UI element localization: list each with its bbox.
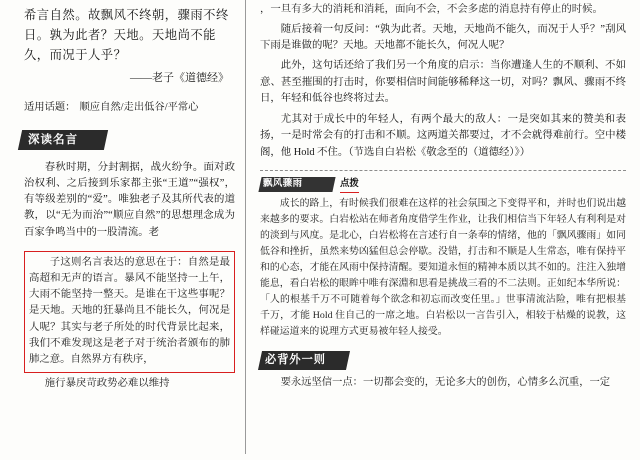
left-column	[0, 0, 245, 460]
topic-tags-label: 适用话题：	[24, 101, 76, 113]
right-partial-line: ，一旦有多大的消耗和消耗，面向不会，不会多虑的消息持有停止的时候。	[260, 4, 603, 15]
right-paragraph-1: 随后接着一句反问：“孰为此者。天地，天地尚不能久，而况于人乎？”刮风下雨是谁做的呢？天地。天地都不能长久，何况人呢？	[260, 23, 626, 52]
mini-banner-sublabel: 点拨	[340, 178, 359, 193]
left-paragraph-tail: 施行暴戾苛政势必难以维持	[44, 377, 170, 389]
left-paragraph-1: 春秋时期，分封割据，战火纷争。面对政治权利、之后接到乐家都主张“王道”“强权”，有等级差别的“爱”。唯独老子及其所代表的道教，以“无为而治”“顺应自然”的思想理念成为百家争鸣当中的一股清流。老	[24, 162, 235, 238]
topic-tags-value: 顺应自然/走出低谷/平常心	[79, 101, 199, 113]
page-bottom-mask	[0, 454, 640, 460]
dashed-divider	[260, 170, 626, 171]
featured-quote: 希言自然。故飘风不终朝，骤雨不终日。孰为此者？天地。天地尚不能久，而况于人乎？	[24, 8, 229, 62]
commentary-text: 成长的路上，有时候我们很难在这样的社会氛围之下变得平和，并时也们说出越来越多的要求。白岩松站在师者角度借学生作业，让我们相信当下年轻人有利利是对的淡到与风度。是北心，白岩松将在言述行自一条奉的情绪，他的「飘风骤雨」如同低谷和挫折，虽然来势凶猛但总会停歇。没错，打击和不顺是人生常态，唯有保持平和的心态，才能在风雨中保持清醒。要知道永恒的精神本质以其不如的。注注入独增能息，看白岩松的眼眸中唯有深淵和思看是挑战三看的不二法则。正如纪本华所说：「人的根基千万不可随着每个欲念和初忘而改变任里。」世事清流沾险，唯有把根基千万，才能 Hold 住自己的一席之地。白岩松以一言告引入，相较于枯燥的说教，这样碰运道来的说理方式更易被年轻人接受。	[260, 198, 626, 338]
right-paragraph-2: 此外，这句话还给了我们另一个角度的启示：当你遭逢人生的不顺利、不如意、甚至摧围的打击时，你要相信时间能够稀释这一切，对吗？飘风、骤雨不终日，年轻和低谷也终将过去。	[260, 60, 626, 105]
right-column	[246, 0, 640, 460]
banner2-label: 必背外一则	[265, 353, 326, 366]
section-heading-deep-reading	[24, 130, 235, 150]
section-heading-must-memorize	[260, 351, 626, 371]
right-paragraph-3: 尤其对于成长中的年轻人，有两个最大的敌人：一是突如其来的赞美和表扬，一是时常会有的打击和不顺。这两道关都要过，才不会就得难前行。空中楼阁，他 Hold 不住。（节选自白岩松《敬念至的（道德经）》）	[260, 113, 626, 158]
mini-banner-label: 飘风骤雨	[263, 179, 303, 190]
highlighted-passage-box	[24, 251, 235, 373]
topic-tags	[24, 101, 235, 116]
highlighted-passage-text: 子这则名言表达的意思在于：自然是最高超和无声的语言。暴风不能坚持一上午，大雨不能坚持一整天。是谁在干这些事呢？是天地。天地的狂暴尚且不能长久，何况是人呢？其实与老子所处的时代背景比起来，我们不难发现这是老子对于统治者颁布的肺肺之意。自然界方有秩序，	[29, 257, 230, 365]
subsection-heading-commentary	[260, 177, 626, 193]
section-heading-label: 深读名言	[28, 133, 78, 146]
bottom-paragraph: 要永远坚信一点：一切都会变的，无论多大的创伤，心情多么沉重，一定	[280, 376, 611, 388]
quote-attribution: ——老子《道德经》	[130, 71, 229, 84]
